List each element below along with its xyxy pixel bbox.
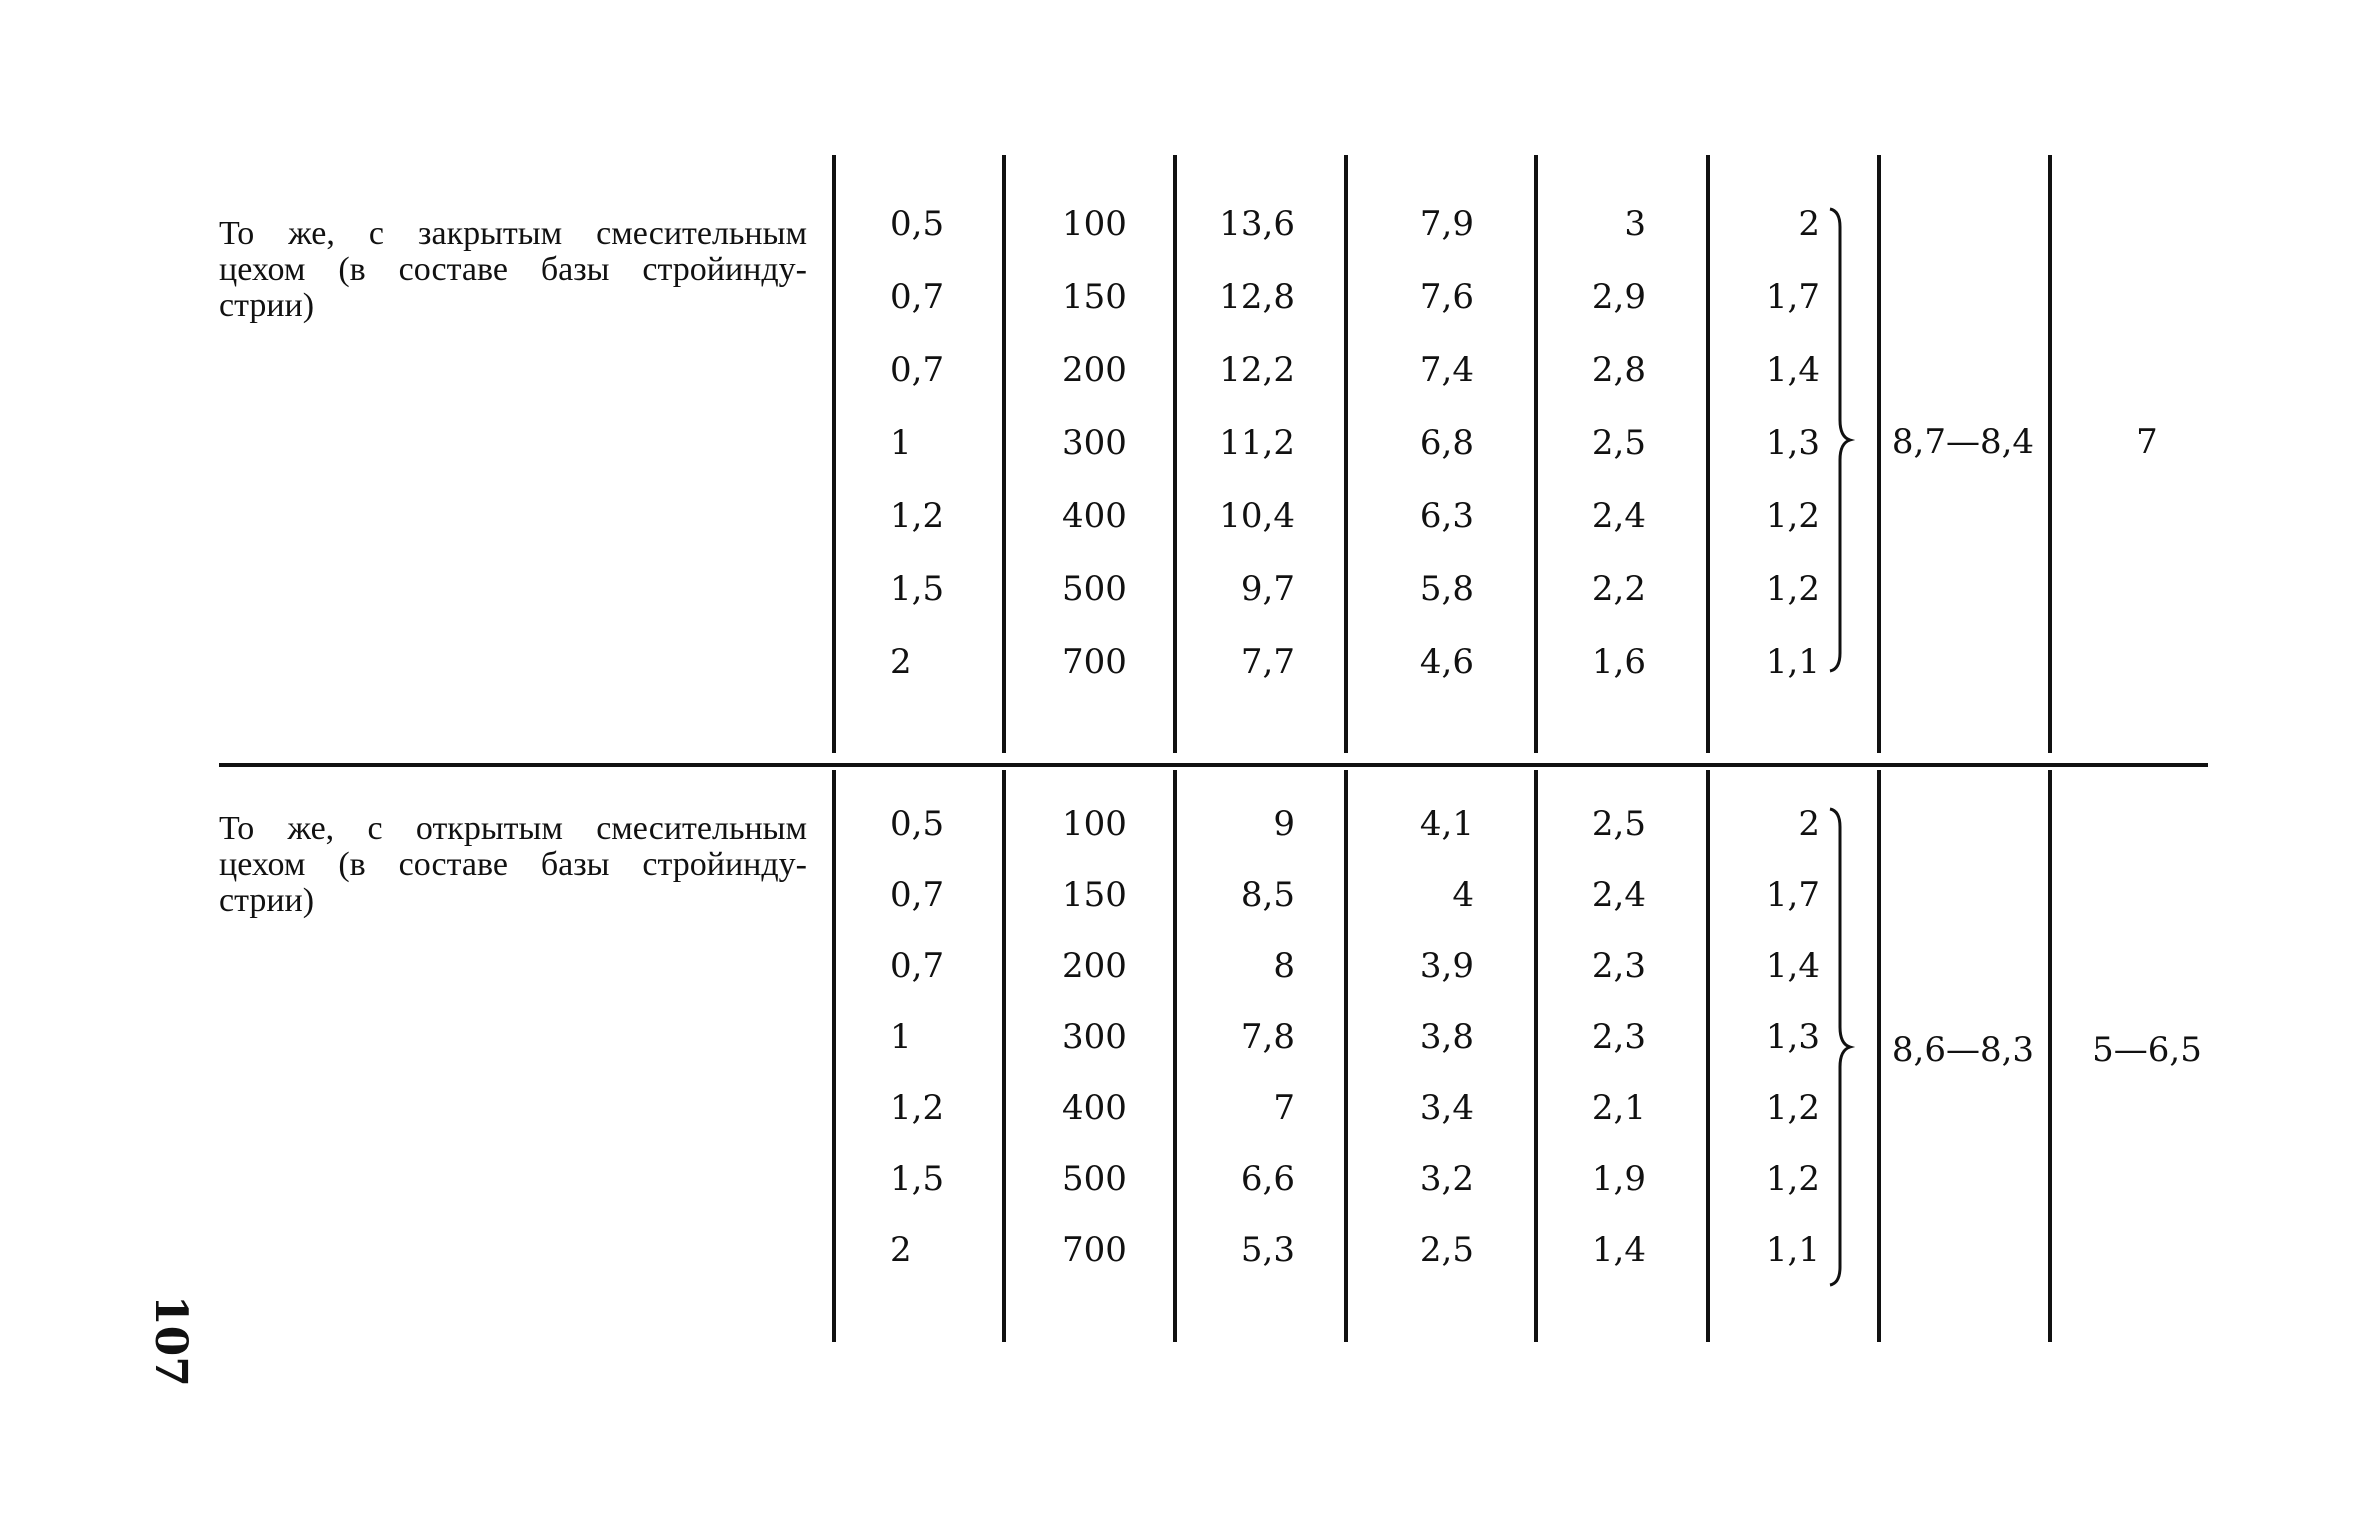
- table-cell: 2,9: [1591, 277, 1646, 317]
- table-cell: 1,2: [1765, 1159, 1820, 1199]
- table-cell: 6,8: [1419, 423, 1474, 463]
- table-cell: 300: [1062, 423, 1127, 463]
- table-cell: 400: [1062, 496, 1127, 536]
- table-cell: 2: [890, 1230, 912, 1270]
- table-cell: 2,5: [1591, 804, 1646, 844]
- row-description: [219, 216, 807, 324]
- table-cell: 1,1: [1765, 642, 1820, 682]
- table-cell: 2,3: [1591, 946, 1646, 986]
- table-cell: 7,4: [1419, 350, 1474, 390]
- table-cell: 1,3: [1765, 1017, 1820, 1057]
- table-cell: 200: [1062, 350, 1127, 390]
- table-cell: 1,4: [1591, 1230, 1646, 1270]
- description-line: стрии): [219, 882, 315, 919]
- table-cell: 2,8: [1591, 350, 1646, 390]
- table-cell: 1,2: [890, 1088, 945, 1128]
- table-cell: 12,2: [1219, 350, 1295, 390]
- description-line: То же, с закрытым смесительным: [219, 215, 807, 252]
- merged-value-cell: 5—6,5: [2092, 1030, 2202, 1070]
- column-rule: [832, 770, 836, 1342]
- table-cell: 100: [1062, 204, 1127, 244]
- column-rule: [1002, 155, 1006, 753]
- table-cell: 5,8: [1419, 569, 1474, 609]
- table-cell: 700: [1062, 642, 1127, 682]
- table-cell: 9,7: [1240, 569, 1295, 609]
- page-number: 107: [145, 1295, 196, 1387]
- table-cell: 2: [1798, 204, 1820, 244]
- table-cell: 2,3: [1591, 1017, 1646, 1057]
- table-cell: 2: [890, 642, 912, 682]
- table-cell: 11,2: [1219, 423, 1295, 463]
- table-cell: 150: [1062, 277, 1127, 317]
- table-cell: 7,7: [1240, 642, 1295, 682]
- table-cell: 3,9: [1419, 946, 1474, 986]
- description-line: стрии): [219, 287, 315, 324]
- table-cell: 1,1: [1765, 1230, 1820, 1270]
- table-cell: 1,7: [1765, 875, 1820, 915]
- merged-range-cell: 8,6—8,3: [1891, 1030, 2035, 1070]
- table-cell: 3: [1624, 204, 1646, 244]
- table-cell: 1,2: [1765, 569, 1820, 609]
- column-rule: [1002, 770, 1006, 1342]
- table-cell: 7: [1273, 1088, 1295, 1128]
- table-cell: 2,4: [1591, 875, 1646, 915]
- table-cell: 0,7: [890, 875, 945, 915]
- description-line: То же, с открытым смесительным: [219, 810, 807, 847]
- table-cell: 7,8: [1240, 1017, 1295, 1057]
- description-line: цехом (в составе базы стройинду-: [219, 846, 807, 883]
- table-cell: 0,5: [890, 204, 945, 244]
- table-cell: 3,2: [1419, 1159, 1474, 1199]
- table-cell: 1,4: [1765, 946, 1820, 986]
- column-rule: [832, 155, 836, 753]
- table-cell: 0,5: [890, 804, 945, 844]
- merged-value-cell: 7: [2136, 422, 2158, 462]
- table-cell: 1,4: [1765, 350, 1820, 390]
- table-cell: 1: [890, 423, 912, 463]
- table-cell: 2,1: [1591, 1088, 1646, 1128]
- table-cell: 4,1: [1419, 804, 1474, 844]
- table-cell: 6,3: [1419, 496, 1474, 536]
- table-cell: 12,8: [1219, 277, 1295, 317]
- table-cell: 13,6: [1219, 204, 1295, 244]
- table-cell: 1,3: [1765, 423, 1820, 463]
- table-cell: 500: [1062, 569, 1127, 609]
- table-cell: 3,8: [1419, 1017, 1474, 1057]
- table-cell: 2,5: [1591, 423, 1646, 463]
- table-cell: 500: [1062, 1159, 1127, 1199]
- table-cell: 1: [890, 1017, 912, 1057]
- table-cell: 4: [1452, 875, 1474, 915]
- right-brace: [1826, 805, 1856, 1289]
- table-cell: 100: [1062, 804, 1127, 844]
- table-cell: 1,2: [1765, 496, 1820, 536]
- table-cell: 7,9: [1419, 204, 1474, 244]
- column-rule: [1344, 770, 1348, 1342]
- merged-range-cell: 8,7—8,4: [1891, 422, 2035, 462]
- row-description: [219, 811, 807, 919]
- table-cell: 1,6: [1591, 642, 1646, 682]
- table-cell: 7,6: [1419, 277, 1474, 317]
- table-cell: 8: [1273, 946, 1295, 986]
- description-line: цехом (в составе базы стройинду-: [219, 251, 807, 288]
- section-divider: [219, 763, 2208, 767]
- table-cell: 150: [1062, 875, 1127, 915]
- right-brace: [1826, 205, 1856, 675]
- table-cell: 9: [1273, 804, 1295, 844]
- table-cell: 1,2: [1765, 1088, 1820, 1128]
- table-cell: 5,3: [1240, 1230, 1295, 1270]
- table-cell: 0,7: [890, 350, 945, 390]
- table-cell: 1,9: [1591, 1159, 1646, 1199]
- table-cell: 0,7: [890, 946, 945, 986]
- table-cell: 400: [1062, 1088, 1127, 1128]
- table-cell: 2,2: [1591, 569, 1646, 609]
- column-rule: [1344, 155, 1348, 753]
- table-cell: 8,5: [1240, 875, 1295, 915]
- table-cell: 2: [1798, 804, 1820, 844]
- table-cell: 4,6: [1419, 642, 1474, 682]
- table-cell: 1,5: [890, 569, 945, 609]
- table-cell: 200: [1062, 946, 1127, 986]
- table-cell: 2,5: [1419, 1230, 1474, 1270]
- table-cell: 0,7: [890, 277, 945, 317]
- table-cell: 300: [1062, 1017, 1127, 1057]
- table-cell: 2,4: [1591, 496, 1646, 536]
- table-cell: 10,4: [1219, 496, 1295, 536]
- table-cell: 1,2: [890, 496, 945, 536]
- table-cell: 1,5: [890, 1159, 945, 1199]
- table-cell: 1,7: [1765, 277, 1820, 317]
- table-cell: 6,6: [1240, 1159, 1295, 1199]
- table-cell: 700: [1062, 1230, 1127, 1270]
- table-cell: 3,4: [1419, 1088, 1474, 1128]
